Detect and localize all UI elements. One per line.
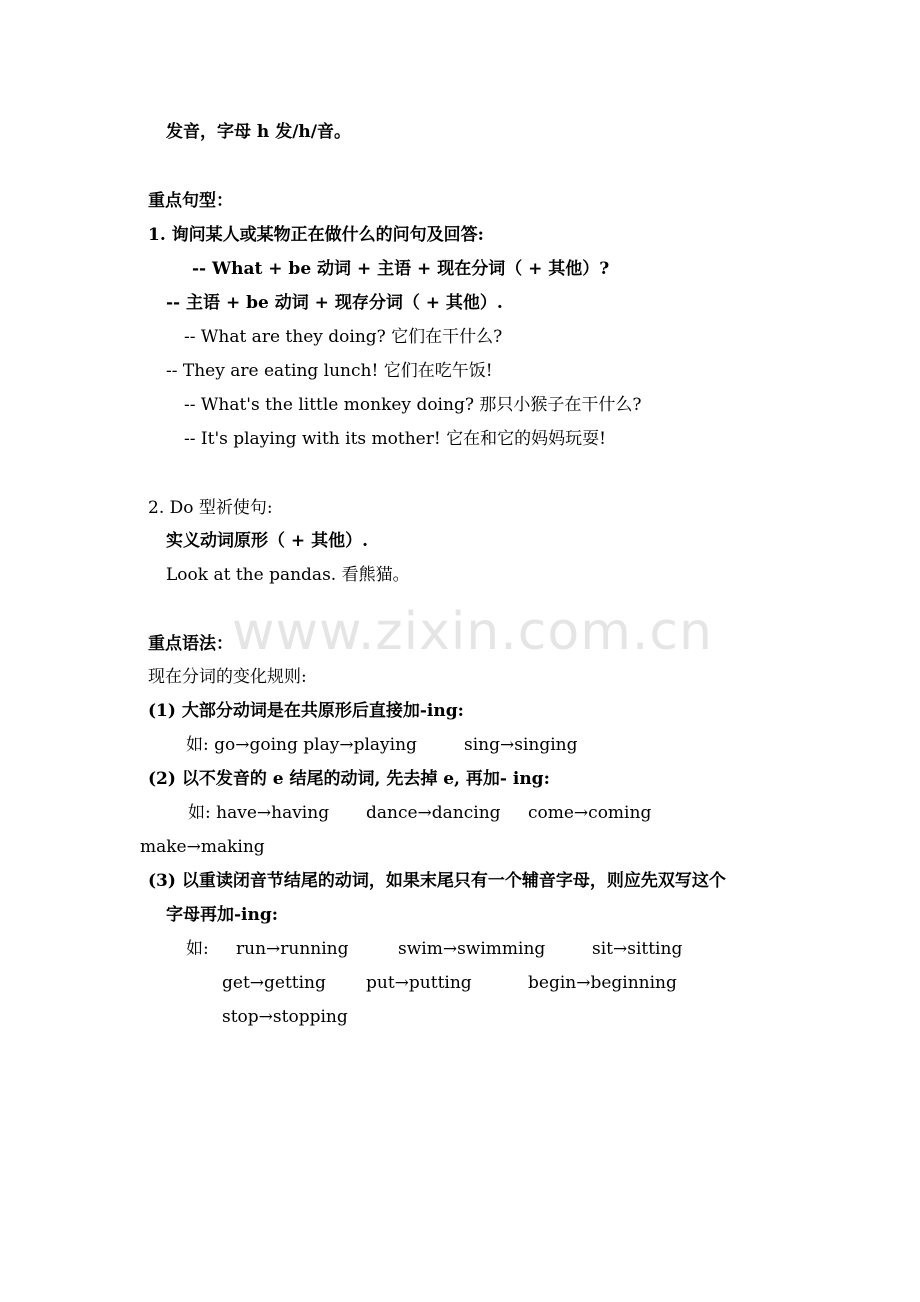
formula-answer: -- 主语 + be 动词 + 现存分词（ + 其他）. — [166, 293, 503, 313]
rule-2: (2) 以不发音的 e 结尾的动词, 先去掉 e, 再加- ing: — [148, 769, 550, 789]
example-word: begin→beginning — [528, 973, 677, 993]
subheading-1: 1. 询问某人或某物正在做什么的问句及回答: — [148, 225, 484, 245]
example-word: put→putting — [366, 973, 472, 993]
example-word: swim→swimming — [398, 939, 546, 959]
example-word: run→running — [236, 939, 349, 959]
example-word: come→coming — [528, 803, 652, 823]
rule-3-continued: 字母再加-ing: — [166, 905, 279, 925]
example-word: 如: have→having — [188, 803, 330, 823]
grammar-intro: 现在分词的变化规则: — [148, 667, 307, 687]
intro-line: 发音，字母 h 发/h/音。 — [166, 122, 351, 142]
section-heading-key-sentences: 重点句型： — [148, 191, 233, 211]
example-line: -- They are eating lunch! 它们在吃午饭! — [166, 361, 493, 381]
subheading-2: 2. Do 型祈使句: — [148, 498, 273, 518]
rule-2-examples-wrap: make→making — [140, 837, 265, 857]
rule-3: (3) 以重读闭音节结尾的动词，如果末尾只有一个辅音字母，则应先双写这个 — [148, 871, 726, 891]
rule-3-examples-row3: stop→stopping — [222, 1007, 348, 1027]
example-line: -- What's the little monkey doing? 那只小猴子在干什么? — [184, 395, 642, 415]
example-word: sing→singing — [464, 735, 578, 755]
example-word: 如: go→going play→playing — [186, 735, 417, 755]
example-label: 如: — [186, 939, 209, 959]
example-word: sit→sitting — [592, 939, 683, 959]
example-line: Look at the pandas. 看熊猫。 — [166, 565, 410, 585]
example-line: -- What are they doing? 它们在干什么? — [184, 327, 503, 347]
watermark: www.zixin.com.cn — [232, 602, 713, 662]
example-word: get→getting — [222, 973, 326, 993]
formula-question: -- What + be 动词 + 主语 + 现在分词（ + 其他）? — [192, 259, 610, 279]
formula-imperative: 实义动词原形（ + 其他）. — [166, 531, 368, 551]
example-word: dance→dancing — [366, 803, 501, 823]
rule-1: (1) 大部分动词是在共原形后直接加-ing: — [148, 701, 464, 721]
example-line: -- It's playing with its mother! 它在和它的妈妈玩耍! — [184, 429, 606, 449]
section-heading-key-grammar: 重点语法： — [148, 634, 233, 654]
